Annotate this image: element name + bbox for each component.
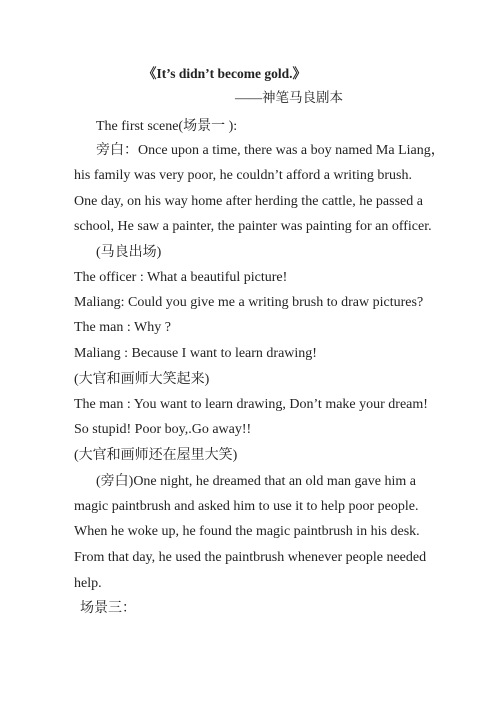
paragraph-line: (旁白)One night, he dreamed that an old man gave him a (96, 474, 416, 489)
scene-heading: 场景三： (80, 601, 136, 616)
document-title: 《It’s didn’t become gold.》 (143, 66, 307, 81)
paragraph-line: magic paintbrush and asked him to use it to help poor people. (74, 499, 419, 514)
paragraph-line: school, He saw a painter, the painter was painting for an officer. (74, 219, 432, 234)
dialogue-line: The man : Why ? (74, 320, 171, 335)
stage-direction: (大官和画师大笑起来) (74, 372, 210, 387)
dialogue-line: So stupid! Poor boy,.Go away!! (74, 422, 252, 437)
dialogue-line: The man : You want to learn drawing, Don’t make your dream! (74, 397, 428, 412)
dialogue-line: The officer : What a beautiful picture! (74, 270, 288, 285)
stage-direction: (大官和画师还在屋里大笑) (74, 448, 238, 463)
document-subtitle: ——神笔马良剧本 (235, 90, 343, 105)
dialogue-line: Maliang: Could you give me a writing brush to draw pictures? (74, 295, 424, 310)
scene-heading: The first scene(场景一 ): (96, 119, 238, 134)
paragraph-line: his family was very poor, he couldn’t afford a writing brush. (74, 168, 412, 183)
paragraph-line: When he woke up, he found the magic paintbrush in his desk. (74, 524, 420, 539)
paragraph-line: help. (74, 576, 102, 591)
dialogue-line: Maliang : Because I want to learn drawing! (74, 346, 317, 361)
paragraph-line: From that day, he used the paintbrush whenever people needed (74, 550, 427, 565)
stage-direction: (马良出场) (96, 245, 162, 260)
paragraph-line: 旁白：Once upon a time, there was a boy named Ma Liang， (96, 143, 445, 158)
paragraph-line: One day, on his way home after herding the cattle, he passed a (74, 194, 423, 209)
